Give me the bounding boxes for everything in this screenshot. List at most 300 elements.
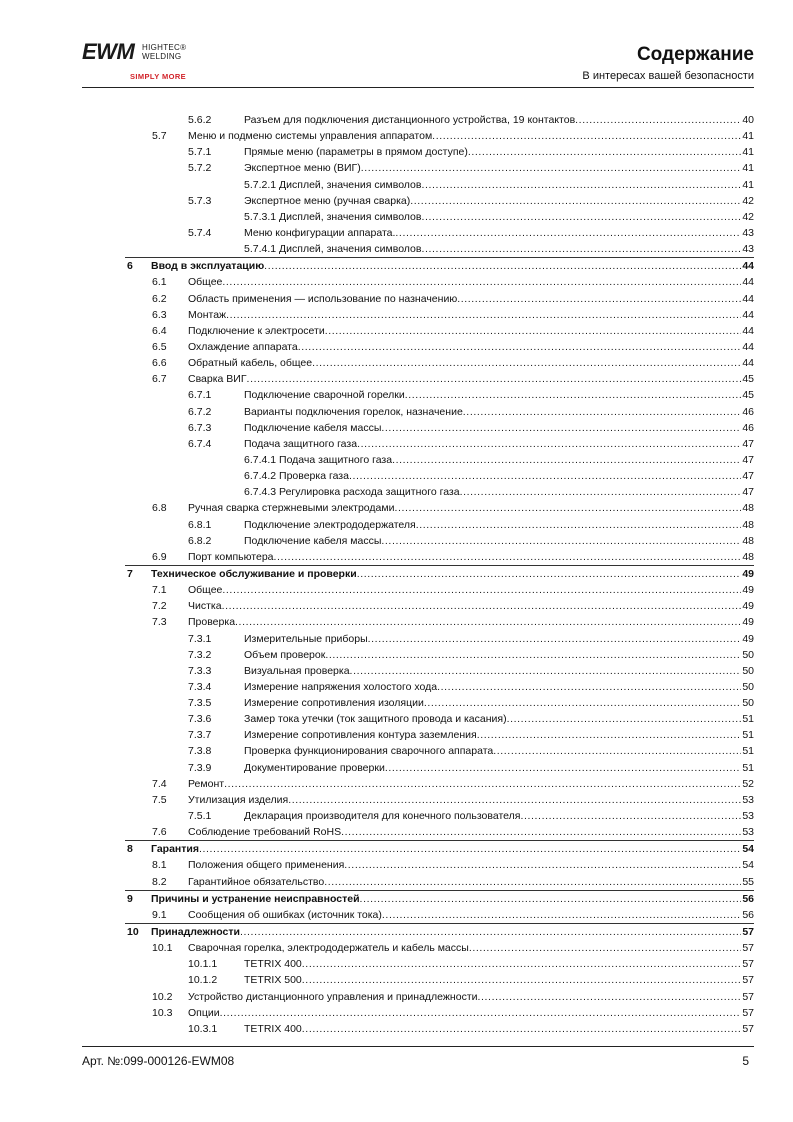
toc-entry-title: Ручная сварка стержневыми электродами <box>188 500 394 516</box>
toc-entry[interactable] <box>125 160 754 176</box>
toc-entry[interactable] <box>125 857 754 873</box>
toc-entry-page: 51 <box>742 713 754 726</box>
logo-slogan: SIMPLY MORE <box>130 72 187 81</box>
toc-dot-leader <box>520 808 741 824</box>
toc-dot-leader <box>312 355 741 371</box>
toc-entry-page: 49 <box>742 632 754 645</box>
toc-entry-title: 6.7.4.3 Регулировка расхода защитного газа <box>244 484 460 500</box>
toc-entry-line <box>244 436 754 452</box>
toc-entry-line <box>244 193 754 209</box>
toc-entry-page: 42 <box>742 194 754 207</box>
toc-entry[interactable] <box>125 760 754 776</box>
toc-entry[interactable] <box>125 193 754 209</box>
toc-entry[interactable] <box>125 989 754 1005</box>
toc-entry-page: 47 <box>742 470 754 483</box>
toc-entry-page: 49 <box>742 616 754 629</box>
toc-entry-title: Устройство дистанционного управления и принадлежности <box>188 989 478 1005</box>
toc-entry[interactable] <box>125 647 754 663</box>
toc-entry-line <box>244 956 754 972</box>
toc-entry-title: Общее <box>188 274 222 290</box>
toc-entry-page: 55 <box>742 875 754 888</box>
toc-entry-page: 53 <box>742 810 754 823</box>
toc-entry-line <box>244 743 754 759</box>
toc-entry-page: 44 <box>742 292 754 305</box>
toc-entry[interactable] <box>125 452 754 468</box>
toc-entry-line <box>244 727 754 743</box>
logo-tagline-line2: WELDING <box>142 52 182 61</box>
toc-entry[interactable] <box>125 679 754 695</box>
toc-entry[interactable] <box>125 808 754 824</box>
toc-entry-line <box>244 663 754 679</box>
toc-entry-number: 6.8.2 <box>188 534 212 547</box>
toc-dot-leader <box>392 452 741 468</box>
toc-entry-page: 41 <box>742 162 754 175</box>
toc-entry-title: TETRIX 400 <box>244 1021 302 1037</box>
toc-entry-number: 7.2 <box>152 600 167 613</box>
toc-dot-leader <box>385 760 742 776</box>
toc-entry-line <box>188 598 754 614</box>
toc-entry-number: 6.5 <box>152 340 167 353</box>
toc-entry-page: 48 <box>742 502 754 515</box>
toc-entry[interactable] <box>125 940 754 956</box>
toc-entry-title: 5.7.3.1 Дисплей, значения символов <box>244 209 421 225</box>
toc-entry-number: 10.1.2 <box>188 974 218 987</box>
toc-entry[interactable] <box>125 824 754 840</box>
toc-entry[interactable] <box>125 1021 754 1037</box>
toc-entry-line <box>188 549 754 565</box>
toc-entry-line <box>188 582 754 598</box>
page-title: Содержание <box>636 44 754 65</box>
toc-entry-page: 44 <box>742 324 754 337</box>
toc-entry-page: 51 <box>742 729 754 742</box>
toc-dot-leader <box>381 420 741 436</box>
toc-entry-title: Меню конфигурации аппарата. <box>244 225 395 241</box>
toc-dot-leader <box>302 956 742 972</box>
toc-dot-leader <box>264 258 741 274</box>
toc-entry[interactable] <box>125 874 754 890</box>
toc-entry-number: 5.7.3 <box>188 194 212 207</box>
toc-entry[interactable] <box>125 241 754 257</box>
toc-entry-number: 7 <box>127 567 133 580</box>
toc-entry-page: 48 <box>742 534 754 547</box>
toc-dot-leader <box>357 436 741 452</box>
toc-entry-number: 7.3.9 <box>188 761 212 774</box>
toc-dot-leader <box>224 776 741 792</box>
toc-entry-line <box>188 792 754 808</box>
toc-dot-leader <box>226 307 741 323</box>
toc-entry[interactable] <box>125 792 754 808</box>
footer-article-number: Арт. №:099-000126-EWM08 <box>82 1054 235 1068</box>
toc-entry[interactable] <box>125 727 754 743</box>
toc-entry[interactable] <box>125 323 754 339</box>
toc-dot-leader <box>437 679 741 695</box>
toc-entry-line <box>188 874 754 890</box>
toc-entry[interactable] <box>125 274 754 290</box>
toc-entry[interactable] <box>125 177 754 193</box>
toc-entry-page: 41 <box>742 130 754 143</box>
toc-entry-line <box>244 631 754 647</box>
toc-entry-title: Чистка <box>188 598 222 614</box>
toc-dot-leader <box>575 112 741 128</box>
toc-entry-line <box>188 907 754 923</box>
toc-entry-title: Измерение сопротивления изоляции <box>244 695 424 711</box>
toc-entry-number: 7.1 <box>152 584 167 597</box>
toc-dot-leader <box>325 647 741 663</box>
toc-entry-number: 7.5.1 <box>188 810 212 823</box>
toc-entry[interactable] <box>125 209 754 225</box>
toc-dot-leader <box>468 144 741 160</box>
toc-entry-number: 10.3 <box>152 1006 173 1019</box>
toc-entry-number: 7.6 <box>152 826 167 839</box>
toc-entry[interactable] <box>125 711 754 727</box>
toc-entry-line <box>244 517 754 533</box>
toc-dot-leader <box>432 128 741 144</box>
toc-entry-number: 5.7.2 <box>188 162 212 175</box>
toc-entry-line <box>188 128 754 144</box>
toc-entry-line <box>244 404 754 420</box>
toc-entry-number: 7.4 <box>152 777 167 790</box>
toc-entry-title: Утилизация изделия <box>188 792 288 808</box>
toc-entry-page: 57 <box>742 974 754 987</box>
toc-entry-page: 49 <box>742 584 754 597</box>
toc-entry[interactable] <box>125 631 754 647</box>
toc-entry-title: Подключение электрододержателя <box>244 517 416 533</box>
toc-dot-leader <box>357 566 742 582</box>
toc-entry[interactable] <box>125 907 754 923</box>
toc-dot-leader <box>344 857 741 873</box>
footer-divider <box>82 1046 754 1047</box>
toc-entry-line <box>188 857 754 873</box>
toc-dot-leader <box>421 177 741 193</box>
toc-entry-number: 6.7.3 <box>188 421 212 434</box>
toc-entry-title: Проверка <box>188 614 235 630</box>
toc-entry-line <box>244 225 754 241</box>
toc-entry[interactable] <box>125 112 754 128</box>
toc-entry-page: 44 <box>742 260 754 273</box>
toc-entry-title: Измерительные приборы <box>244 631 368 647</box>
toc-entry-title: Гарантия <box>151 841 199 857</box>
toc-entry[interactable] <box>125 420 754 436</box>
toc-entry-title: Принадлежности <box>151 924 240 940</box>
toc-entry-title: Объем проверок <box>244 647 325 663</box>
toc-entry-title: Причины и устранение неисправностей <box>151 891 360 907</box>
toc-entry-number: 7.3.8 <box>188 745 212 758</box>
toc-dot-leader <box>350 663 742 679</box>
toc-entry-number: 5.6.2 <box>188 114 212 126</box>
toc-dot-leader <box>477 727 742 743</box>
header-divider <box>82 87 754 88</box>
toc-entry-number: 10.1 <box>152 942 173 955</box>
toc-entry-page: 57 <box>742 942 754 955</box>
toc-entry-line <box>244 468 754 484</box>
toc-entry-page: 50 <box>742 648 754 661</box>
toc-entry-title: Визуальная проверка <box>244 663 350 679</box>
toc-entry-title: Подача защитного газа <box>244 436 357 452</box>
toc-entry-page: 51 <box>742 761 754 774</box>
toc-entry-page: 42 <box>742 210 754 223</box>
logo-brand: EWM <box>82 39 135 64</box>
toc-entry-page: 57 <box>742 958 754 971</box>
toc-entry-page: 52 <box>742 777 754 790</box>
toc-entry[interactable] <box>125 695 754 711</box>
toc-entry-title: Охлаждение аппарата <box>188 339 298 355</box>
toc-entry[interactable] <box>125 291 754 307</box>
toc-entry-line <box>151 924 754 940</box>
toc-entry[interactable] <box>125 582 754 598</box>
toc-dot-leader <box>288 792 741 808</box>
toc-entry-line <box>244 241 754 257</box>
toc-entry[interactable] <box>125 598 754 614</box>
toc-dot-leader <box>381 533 741 549</box>
toc-entry[interactable] <box>125 500 754 516</box>
ewm-logo <box>82 40 202 84</box>
toc-entry[interactable] <box>125 307 754 323</box>
toc-entry[interactable] <box>125 468 754 484</box>
toc-entry-title: Замер тока утечки (ток защитного провода и касания) <box>244 711 507 727</box>
toc-entry-number: 6 <box>127 260 133 273</box>
toc-entry-number: 6.8 <box>152 502 167 515</box>
toc-entry-number: 7.3.2 <box>188 648 212 661</box>
toc-dot-leader <box>395 225 741 241</box>
toc-entry-line <box>244 533 754 549</box>
toc-entry-page: 48 <box>742 550 754 563</box>
toc-dot-leader <box>360 891 742 907</box>
toc-entry-number: 6.8.1 <box>188 518 212 531</box>
toc-entry-number: 5.7.4 <box>188 226 212 239</box>
toc-entry-number: 6.2 <box>152 292 167 305</box>
toc-entry-page: 40 <box>742 114 754 126</box>
toc-entry-number: 6.7.4 <box>188 437 212 450</box>
toc-entry[interactable] <box>125 776 754 792</box>
toc-entry-title: Техническое обслуживание и проверки <box>151 566 357 582</box>
toc-entry-number: 6.7.1 <box>188 389 212 402</box>
toc-entry-page: 57 <box>742 926 754 939</box>
toc-entry-page: 41 <box>742 178 754 191</box>
toc-dot-leader <box>405 387 742 403</box>
toc-entry-line <box>188 940 754 956</box>
toc-entry[interactable] <box>125 956 754 972</box>
toc-dot-leader <box>222 598 742 614</box>
toc-entry-title: Ремонт <box>188 776 224 792</box>
toc-entry-title: Документирование проверки <box>244 760 385 776</box>
toc-entry-number: 10 <box>127 926 139 939</box>
toc-entry-line <box>188 371 754 387</box>
toc-entry[interactable] <box>125 663 754 679</box>
toc-entry-line <box>188 323 754 339</box>
toc-entry-number: 9 <box>127 892 133 905</box>
toc-entry-line <box>244 679 754 695</box>
toc-entry-line <box>244 647 754 663</box>
toc-entry-line <box>244 1021 754 1037</box>
toc-entry-page: 57 <box>742 990 754 1003</box>
toc-entry-page: 53 <box>742 793 754 806</box>
toc-entry-page: 47 <box>742 486 754 499</box>
toc-entry-title: Ввод в эксплуатацию <box>151 258 264 274</box>
toc-entry-page: 54 <box>742 859 754 872</box>
table-of-contents <box>125 112 754 1037</box>
toc-entry-title: Положения общего применения <box>188 857 344 873</box>
toc-entry-line <box>188 500 754 516</box>
toc-entry-line <box>188 274 754 290</box>
toc-entry-page: 45 <box>742 373 754 386</box>
toc-dot-leader <box>421 209 741 225</box>
toc-entry-page: 49 <box>742 567 754 580</box>
toc-entry[interactable] <box>125 565 754 582</box>
toc-entry-line <box>244 177 754 193</box>
toc-entry-title: Прямые меню (параметры в прямом доступе) <box>244 144 468 160</box>
toc-dot-leader <box>240 924 741 940</box>
toc-entry-number: 7.3.6 <box>188 713 212 726</box>
toc-entry-line <box>244 387 754 403</box>
toc-entry-page: 45 <box>742 389 754 402</box>
toc-entry-title: 5.7.4.1 Дисплей, значения символов <box>244 241 421 257</box>
toc-entry-title: 5.7.2.1 Дисплей, значения символов <box>244 177 421 193</box>
toc-dot-leader <box>222 274 741 290</box>
toc-entry-title: Подключение кабеля массы <box>244 420 381 436</box>
toc-entry-title: Разъем для подключения дистанционного устройства, 19 контактов <box>244 112 575 128</box>
toc-entry[interactable] <box>125 533 754 549</box>
toc-entry-line <box>151 841 754 857</box>
toc-entry-page: 49 <box>742 600 754 613</box>
toc-dot-leader <box>507 711 742 727</box>
toc-entry-page: 50 <box>742 680 754 693</box>
toc-entry[interactable] <box>125 339 754 355</box>
toc-dot-leader <box>349 468 741 484</box>
toc-entry-title: Варианты подключения горелок, назначение <box>244 404 463 420</box>
toc-entry-title: Подключение к электросети <box>188 323 325 339</box>
toc-entry[interactable] <box>125 1005 754 1021</box>
toc-entry[interactable] <box>125 436 754 452</box>
toc-entry-title: Порт компьютера <box>188 549 274 565</box>
toc-entry[interactable] <box>125 257 754 274</box>
toc-entry-title: Монтаж <box>188 307 226 323</box>
toc-entry-number: 7.3.5 <box>188 697 212 710</box>
toc-entry-number: 10.3.1 <box>188 1022 218 1035</box>
toc-entry-page: 56 <box>742 908 754 921</box>
toc-entry[interactable] <box>125 614 754 630</box>
toc-entry[interactable] <box>125 144 754 160</box>
toc-entry-title: Измерение сопротивления контура заземления <box>244 727 477 743</box>
toc-entry[interactable] <box>125 840 754 857</box>
toc-entry-line <box>244 112 754 128</box>
toc-entry-number: 5.7.1 <box>188 146 212 159</box>
toc-entry-page: 44 <box>742 340 754 353</box>
logo-tagline-line1: HIGHTEC® <box>142 43 187 52</box>
toc-entry-page: 57 <box>742 1022 754 1035</box>
toc-entry[interactable] <box>125 387 754 403</box>
toc-entry-line <box>188 355 754 371</box>
toc-entry-page: 53 <box>742 826 754 839</box>
toc-dot-leader <box>421 241 741 257</box>
toc-entry-line <box>188 1005 754 1021</box>
toc-entry-page: 44 <box>742 357 754 370</box>
toc-entry-number: 6.1 <box>152 276 167 289</box>
toc-entry[interactable] <box>125 923 754 940</box>
toc-entry-line <box>188 989 754 1005</box>
logo-tagline <box>142 43 186 61</box>
toc-entry-page: 56 <box>742 892 754 905</box>
toc-entry-number: 10.2 <box>152 990 173 1003</box>
toc-dot-leader <box>410 193 741 209</box>
toc-entry-line <box>151 891 754 907</box>
toc-entry[interactable] <box>125 743 754 759</box>
toc-entry-page: 50 <box>742 664 754 677</box>
toc-entry[interactable] <box>125 128 754 144</box>
toc-entry-title: Экспертное меню (ВИГ) <box>244 160 361 176</box>
toc-dot-leader <box>416 517 742 533</box>
toc-dot-leader <box>325 323 742 339</box>
toc-entry[interactable] <box>125 371 754 387</box>
toc-entry-title: 6.7.4.1 Подача защитного газа <box>244 452 392 468</box>
toc-dot-leader <box>199 841 741 857</box>
toc-entry-number: 7.5 <box>152 793 167 806</box>
toc-entry-line <box>188 307 754 323</box>
toc-entry-number: 6.7 <box>152 373 167 386</box>
toc-entry-title: Опции <box>188 1005 220 1021</box>
toc-entry-line <box>244 420 754 436</box>
toc-dot-leader <box>457 291 741 307</box>
toc-entry-line <box>188 614 754 630</box>
toc-dot-leader <box>324 874 741 890</box>
page-subtitle: В интересах вашей безопасности <box>582 70 754 82</box>
toc-entry-title: Экспертное меню (ручная сварка) <box>244 193 410 209</box>
toc-dot-leader <box>478 989 742 1005</box>
toc-entry-title: Обратный кабель, общее <box>188 355 312 371</box>
toc-dot-leader <box>394 500 741 516</box>
toc-entry[interactable] <box>125 517 754 533</box>
toc-entry-title: Декларация производителя для конечного пользователя <box>244 808 520 824</box>
toc-entry[interactable] <box>125 549 754 565</box>
toc-entry[interactable] <box>125 890 754 907</box>
toc-entry-line <box>151 258 754 274</box>
toc-entry-line <box>244 452 754 468</box>
toc-entry-number: 10.1.1 <box>188 958 218 971</box>
toc-entry-title: Сварка ВИГ <box>188 371 247 387</box>
toc-dot-leader <box>424 695 741 711</box>
toc-entry-page: 46 <box>742 421 754 434</box>
toc-entry-title: Общее <box>188 582 222 598</box>
toc-entry-title: Измерение напряжения холостого хода <box>244 679 437 695</box>
toc-entry-number: 7.3 <box>152 616 167 629</box>
toc-entry-line <box>244 711 754 727</box>
toc-entry-number: 7.3.3 <box>188 664 212 677</box>
toc-entry-line <box>244 972 754 988</box>
toc-entry-title: Соблюдение требований RoHS <box>188 824 341 840</box>
toc-entry-number: 5.7 <box>152 130 167 143</box>
toc-dot-leader <box>382 907 741 923</box>
toc-entry-title: Гарантийное обязательство <box>188 874 324 890</box>
toc-entry[interactable] <box>125 355 754 371</box>
toc-entry-title: Проверка функционирования сварочного аппарата <box>244 743 493 759</box>
toc-entry-page: 48 <box>742 518 754 531</box>
toc-entry[interactable] <box>125 484 754 500</box>
toc-entry-page: 44 <box>742 276 754 289</box>
toc-entry-line <box>151 566 754 582</box>
toc-dot-leader <box>247 371 742 387</box>
toc-entry-title: Сварочная горелка, электрододержатель и кабель массы <box>188 940 469 956</box>
toc-entry-number: 6.4 <box>152 324 167 337</box>
toc-entry[interactable] <box>125 225 754 241</box>
toc-entry-line <box>188 291 754 307</box>
toc-entry-page: 50 <box>742 697 754 710</box>
toc-dot-leader <box>298 339 742 355</box>
toc-dot-leader <box>302 1021 742 1037</box>
toc-entry-title: Сообщения об ошибках (источник тока) <box>188 907 382 923</box>
toc-dot-leader <box>222 582 741 598</box>
toc-entry-page: 47 <box>742 437 754 450</box>
toc-entry[interactable] <box>125 404 754 420</box>
toc-entry[interactable] <box>125 972 754 988</box>
